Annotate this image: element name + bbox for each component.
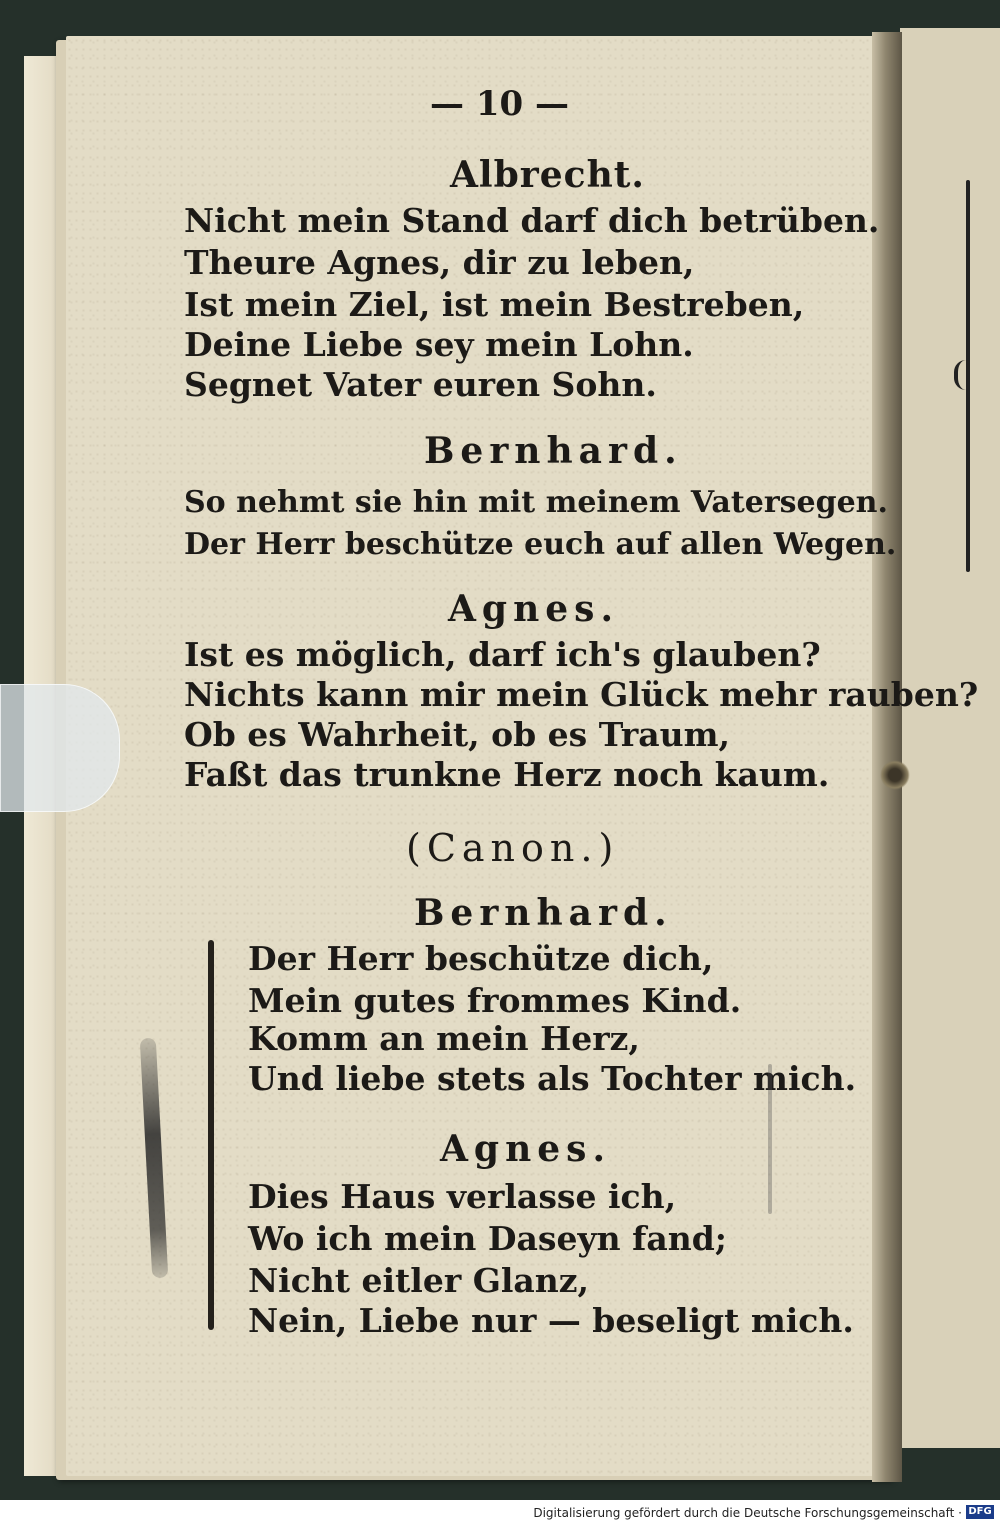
- verse-line: Faßt das trunkne Herz noch kaum.: [184, 755, 830, 794]
- verse-line: Nicht eitler Glanz,: [248, 1261, 590, 1300]
- verse-line: Segnet Vater euren Sohn.: [184, 365, 657, 404]
- canon-heading: (Canon.): [406, 826, 620, 870]
- verse-line: Dies Haus verlasse ich,: [248, 1177, 677, 1216]
- pencil-mark-faint: [768, 1064, 772, 1214]
- verse-line: Der Herr beschütze euch auf allen Wegen.: [184, 527, 897, 562]
- dfg-logo: DFG: [966, 1505, 994, 1519]
- verse-line: Ob es Wahrheit, ob es Traum,: [184, 715, 731, 754]
- verse-line: Nichts kann mir mein Glück mehr rauben?: [184, 675, 979, 714]
- verse-line: Nicht mein Stand darf dich betrüben.: [184, 201, 880, 240]
- speaker-bernhard: Bernhard.: [424, 430, 683, 472]
- speaker-agnes: Agnes.: [448, 588, 619, 630]
- verse-line: Mein gutes frommes Kind.: [248, 981, 742, 1020]
- verse-line: Ist mein Ziel, ist mein Bestreben,: [184, 285, 805, 324]
- verse-line: Der Herr beschütze dich,: [248, 939, 714, 978]
- verse-line: Wo ich mein Daseyn fand;: [248, 1219, 727, 1258]
- binding-thread: [880, 760, 910, 790]
- speaker-bernhard: Bernhard.: [414, 892, 673, 934]
- canon-brace-line: [208, 940, 214, 1330]
- verse-line: Nein, Liebe nur — beseligt mich.: [248, 1301, 854, 1340]
- next-page-brace-notch: [954, 360, 976, 390]
- book-gutter: [872, 32, 902, 1482]
- verse-line: Theure Agnes, dir zu leben,: [184, 243, 695, 282]
- verse-line: Ist es möglich, darf ich's glauben?: [184, 635, 821, 674]
- verse-line: Deine Liebe sey mein Lohn.: [184, 325, 694, 364]
- verse-line: Komm an mein Herz,: [248, 1019, 640, 1058]
- verse-line: Und liebe stets als Tochter mich.: [248, 1059, 857, 1098]
- next-page-fragment: [900, 28, 1000, 1448]
- verse-line: So nehmt sie hin mit meinem Vatersegen.: [184, 485, 888, 520]
- funding-credit: Digitalisierung gefördert durch die Deutsche Forschungsgemeinschaft ·: [533, 1506, 962, 1520]
- page-clip-tab: [0, 684, 120, 812]
- speaker-albrecht: Albrecht.: [450, 154, 645, 196]
- page-number: — 10 —: [430, 84, 569, 124]
- speaker-agnes: Agnes.: [440, 1128, 611, 1170]
